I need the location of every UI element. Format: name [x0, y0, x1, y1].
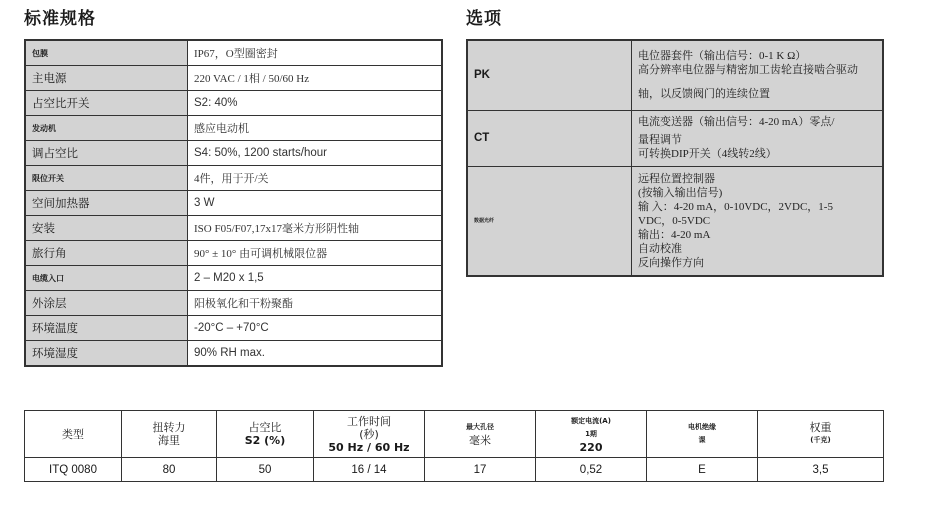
spec-row — [25, 241, 442, 266]
spec-row — [25, 316, 442, 341]
spec-row — [25, 191, 442, 216]
header-text: 占空比 — [248, 421, 282, 434]
option-desc — [632, 110, 884, 166]
spec-row — [25, 266, 442, 291]
spec-value: 2 – M20 x 1,5 — [188, 266, 443, 291]
spec-label: 环境湿度 — [25, 341, 188, 367]
header-text: 电机绝缘 — [688, 423, 716, 431]
header-text: 扭转力 — [152, 421, 186, 434]
spec-value: 3 W — [188, 191, 443, 216]
spec-label: 主电源 — [25, 66, 188, 91]
cell-time: 16 / 14 — [314, 458, 425, 482]
header-text: S2 (%) — [244, 434, 286, 447]
spec-value: 4件，用于开/关 — [188, 166, 443, 191]
header-time — [314, 411, 425, 458]
spec-row — [25, 291, 442, 316]
option-line: 自动校准 — [638, 242, 682, 255]
spec-value: 感应电动机 — [188, 116, 443, 141]
header-bore — [425, 411, 536, 458]
spec-row — [25, 141, 442, 166]
spec-label: 限位开关 — [25, 166, 188, 191]
header-text: 海里 — [158, 434, 180, 447]
spec-label: 外涂层 — [25, 291, 188, 316]
spec-value: 90% RH max. — [188, 341, 443, 367]
spec-value: S4: 50%, 1200 starts/hour — [188, 141, 443, 166]
spec-label: 安装 — [25, 216, 188, 241]
header-text: 额定电流(A) — [571, 416, 611, 425]
spec-row — [25, 116, 442, 141]
spec-label: 电缆入口 — [25, 266, 188, 291]
option-line: 输 入：4-20 mA，0-10VDC，2VDC，1-5 — [638, 200, 833, 213]
header-weight — [758, 411, 884, 458]
option-key: 数据光纤 — [467, 166, 632, 276]
spec-value: -20°C – +70°C — [188, 316, 443, 341]
spec-row — [25, 40, 442, 66]
option-row — [467, 166, 883, 276]
spec-value: 220 VAC / 1相 / 50/60 Hz — [188, 66, 443, 91]
header-text: 1期 — [585, 429, 597, 438]
performance-header-row — [25, 411, 884, 458]
option-key: CT — [467, 110, 632, 166]
options-heading: 选项 — [466, 9, 502, 29]
spec-label: 空间加热器 — [25, 191, 188, 216]
cell-current: 0,52 — [536, 458, 647, 482]
spec-value: S2: 40% — [188, 91, 443, 116]
table-row — [25, 458, 884, 482]
option-line: VDC，0-5VDC — [638, 214, 711, 227]
option-line: 可转换DIP开关（4线转2线） — [638, 148, 777, 160]
header-text: (秒) — [359, 427, 379, 441]
option-line: 量程调节 — [638, 134, 682, 146]
spec-label: 占空比开关 — [25, 91, 188, 116]
header-text: 最大孔径 — [466, 423, 494, 431]
option-line: 轴，以反馈阀门的连续位置 — [638, 88, 770, 101]
header-type — [25, 411, 122, 458]
header-text: 220 — [579, 440, 603, 454]
option-desc — [632, 166, 884, 276]
header-text: 工作时间 — [347, 414, 391, 428]
cell-type: ITQ 0080 — [25, 458, 122, 482]
header-duty — [217, 411, 314, 458]
spec-row — [25, 91, 442, 116]
option-line: 远程位置控制器 — [638, 172, 715, 185]
option-line: 反向操作方向 — [638, 256, 704, 269]
spec-label: 包膜 — [25, 40, 188, 66]
header-torque — [122, 411, 217, 458]
header-text: 课 — [698, 436, 706, 444]
spec-label: 环境温度 — [25, 316, 188, 341]
cell-duty: 50 — [217, 458, 314, 482]
header-text: 毫米 — [469, 434, 491, 447]
header-insulation — [647, 411, 758, 458]
option-line: (按输入输出信号) — [638, 186, 723, 199]
option-line: 输出：4-20 mA — [638, 228, 711, 241]
spec-label: 发动机 — [25, 116, 188, 141]
spec-value: IP67，O型圈密封 — [188, 40, 443, 66]
option-row — [467, 40, 883, 110]
header-text: (千克) — [810, 436, 831, 444]
performance-table — [24, 410, 884, 482]
option-key: PK — [467, 40, 632, 110]
option-line: 电流变送器（输出信号：4-20 mA）零点/ — [638, 116, 835, 128]
spec-label: 调占空比 — [25, 141, 188, 166]
header-text: 类型 — [62, 427, 84, 441]
spec-row — [25, 166, 442, 191]
options-table — [466, 39, 884, 277]
cell-torque: 80 — [122, 458, 217, 482]
spec-table — [24, 39, 443, 367]
option-line: 电位器套件（输出信号：0-1 K Ω） — [638, 50, 807, 63]
option-line: 高分辨率电位器与精密加工齿轮直接啮合驱动 — [638, 64, 858, 77]
header-text: 权重 — [809, 421, 832, 434]
cell-bore: 17 — [425, 458, 536, 482]
header-current — [536, 411, 647, 458]
spec-label: 旅行角 — [25, 241, 188, 266]
option-row — [467, 110, 883, 166]
spec-value: 90° ± 10° 由可调机械限位器 — [188, 241, 443, 266]
spec-heading: 标准规格 — [24, 9, 96, 29]
cell-insulation: E — [647, 458, 758, 482]
option-desc — [632, 40, 884, 110]
header-text: 50 Hz / 60 Hz — [328, 440, 410, 454]
spec-row — [25, 341, 442, 367]
cell-weight: 3,5 — [758, 458, 884, 482]
spec-row — [25, 216, 442, 241]
spec-value: 阳极氧化和干粉聚酯 — [188, 291, 443, 316]
spec-row — [25, 66, 442, 91]
spec-value: ISO F05/F07,17x17毫米方形阴性轴 — [188, 216, 443, 241]
